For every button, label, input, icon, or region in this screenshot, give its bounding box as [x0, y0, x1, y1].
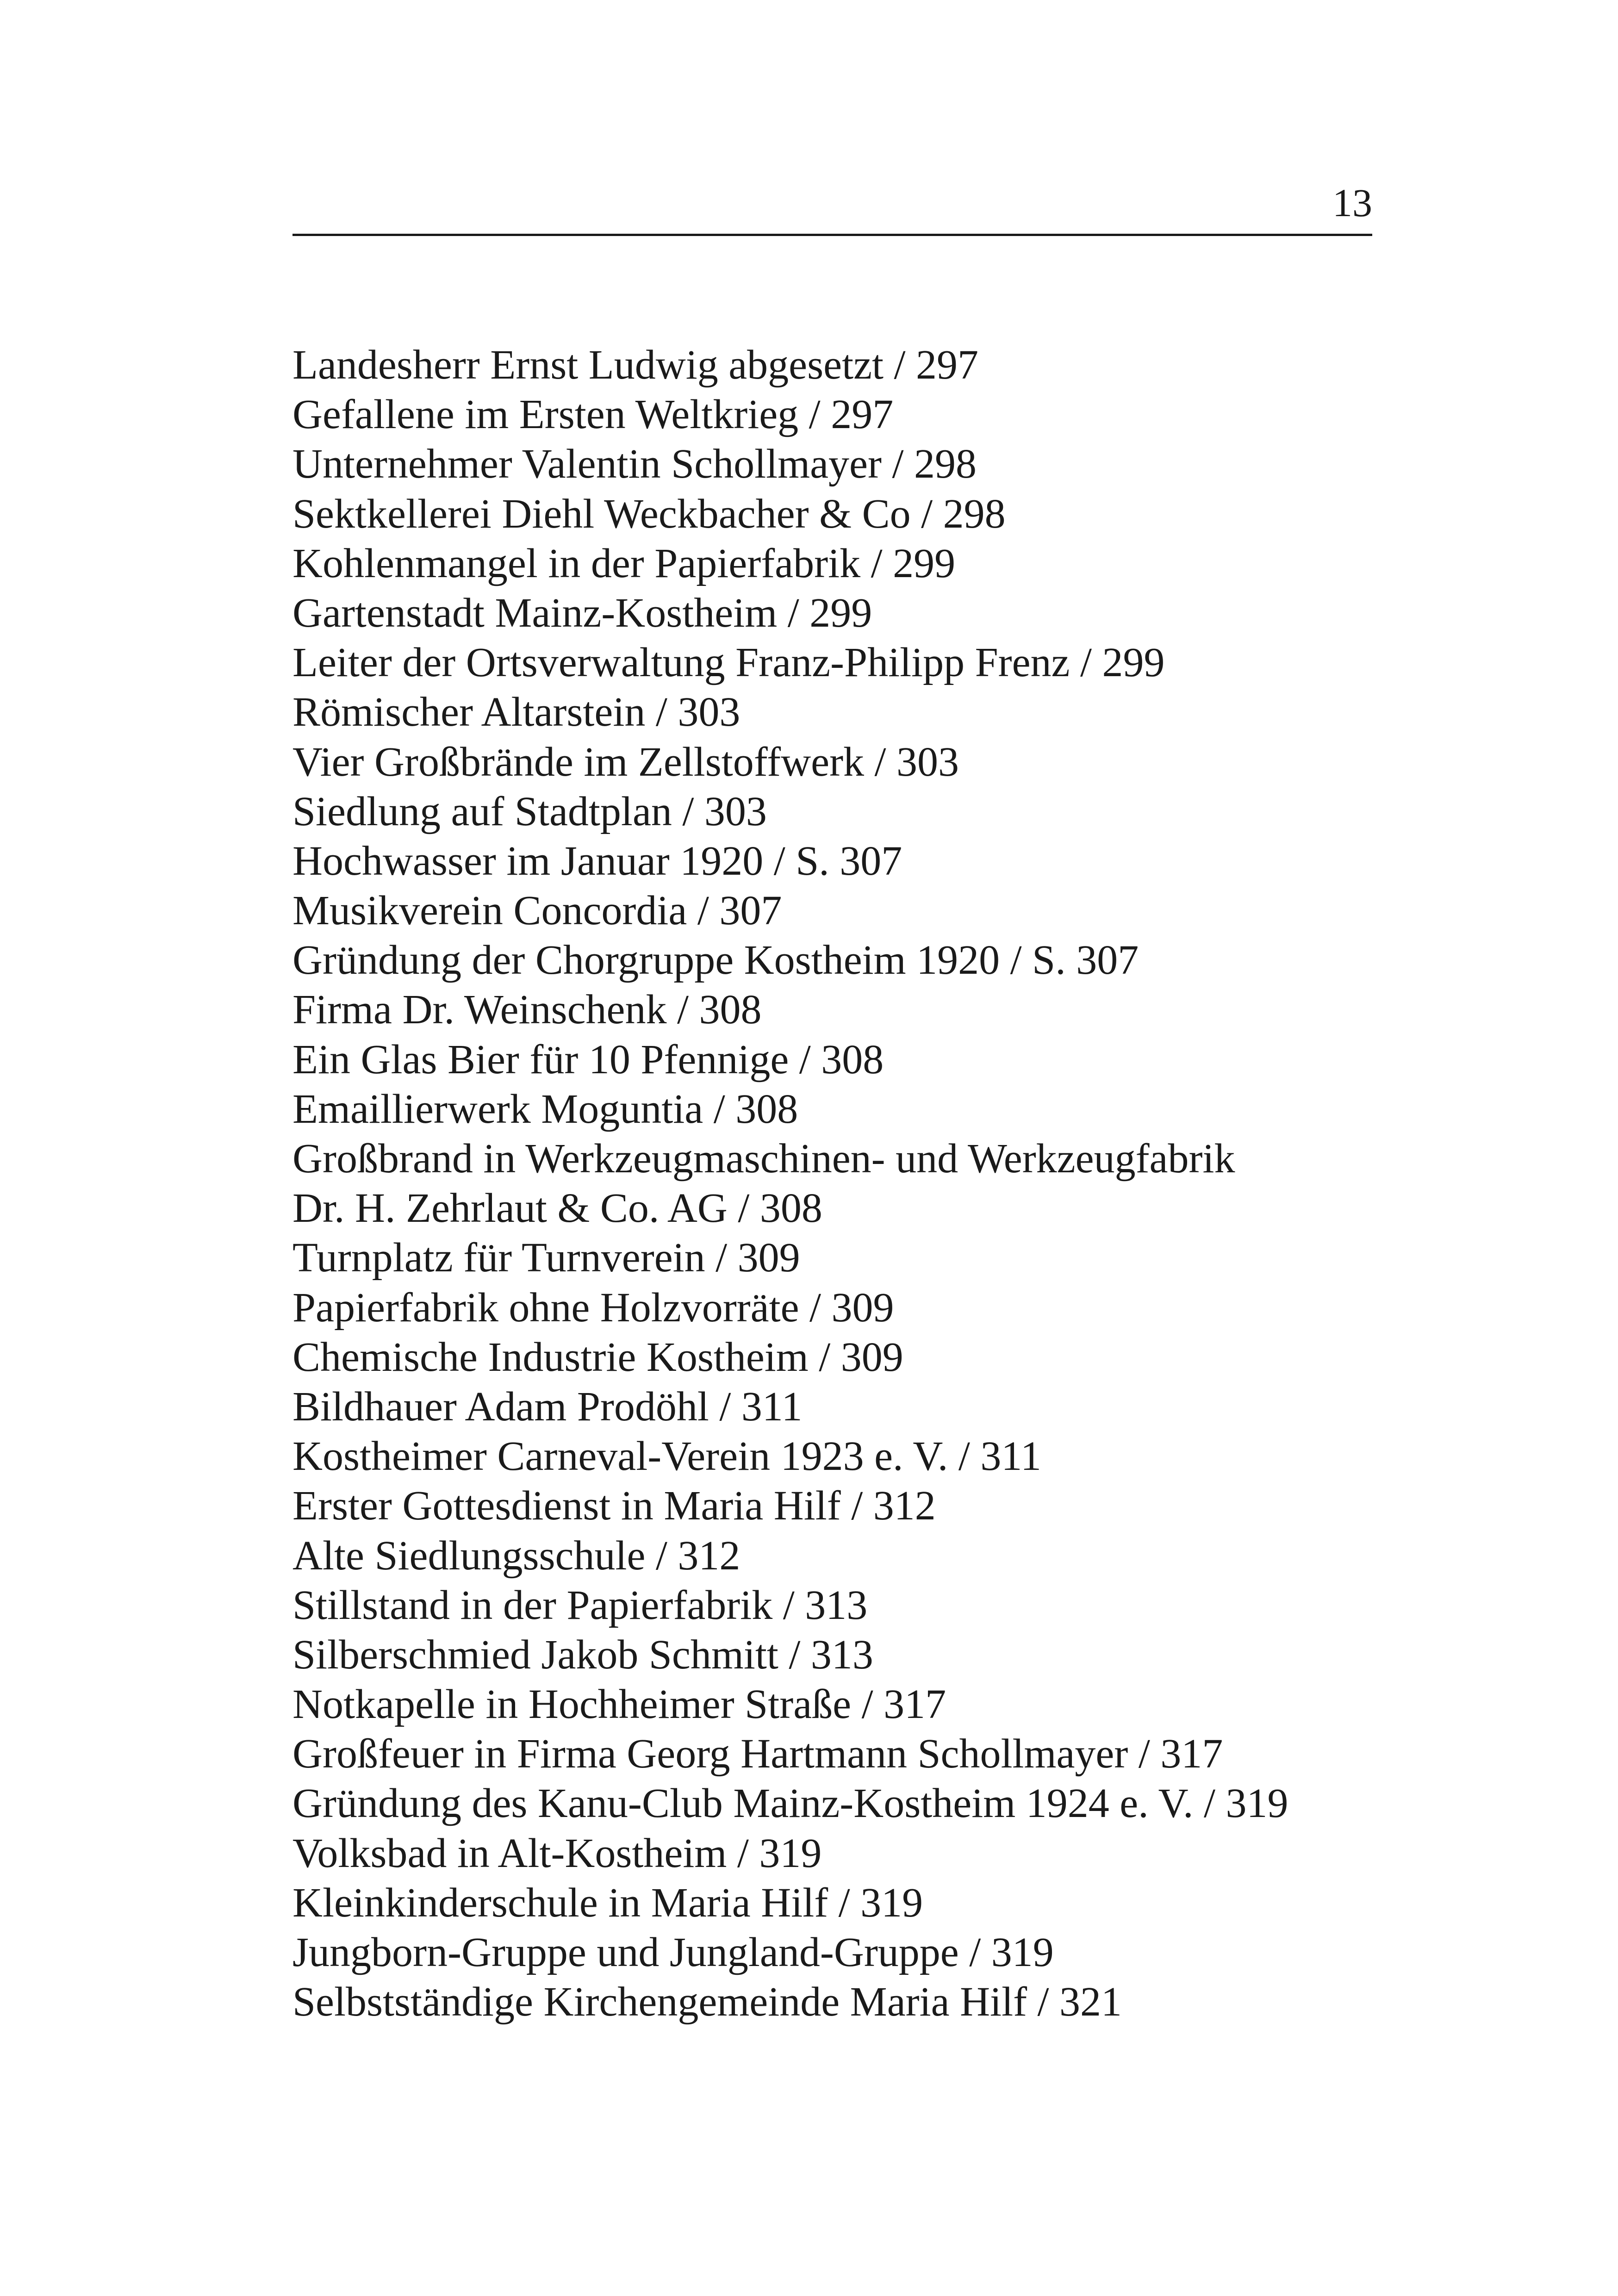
toc-entry: Landesherr Ernst Ludwig abgesetzt / 297: [292, 342, 979, 388]
toc-entry: Sektkellerei Diehl Weckbacher & Co / 298: [292, 491, 1006, 537]
toc-entry: Turnplatz für Turnverein / 309: [292, 1235, 800, 1281]
toc-entry: Siedlung auf Stadtplan / 303: [292, 788, 767, 834]
toc-entry: Kleinkinderschule in Maria Hilf / 319: [292, 1879, 923, 1926]
toc-entry: Gartenstadt Mainz-Kostheim / 299: [292, 590, 872, 636]
toc-entry: Kohlenmangel in der Papierfabrik / 299: [292, 540, 956, 586]
toc-entry: Leiter der Ortsverwaltung Franz-Philipp Frenz / 299: [292, 640, 1165, 686]
toc-entry: Selbstständige Kirchengemeinde Maria Hilf / 321: [292, 1979, 1122, 2025]
toc-entry: Großfeuer in Firma Georg Hartmann Schollmayer / 317: [292, 1731, 1223, 1777]
toc-entry: Gründung der Chorgruppe Kostheim 1920 / S. 307: [292, 937, 1139, 983]
toc-entry: Notkapelle in Hochheimer Straße / 317: [292, 1681, 946, 1728]
toc-entry: Großbrand in Werkzeugmaschinen- und Werkzeugfabrik: [292, 1136, 1235, 1182]
toc-entry: Vier Großbrände im Zellstoffwerk / 303: [292, 739, 959, 785]
toc-entry: Unternehmer Valentin Schollmayer / 298: [292, 441, 977, 487]
toc-entry: Chemische Industrie Kostheim / 309: [292, 1334, 903, 1380]
toc-entry: Kostheimer Carneval-Verein 1923 e. V. / 311: [292, 1433, 1041, 1480]
toc-entry: Firma Dr. Weinschenk / 308: [292, 987, 762, 1033]
page-number: 13: [1332, 180, 1372, 225]
toc-entry: Silberschmied Jakob Schmitt / 313: [292, 1631, 873, 1678]
toc-entry: Bildhauer Adam Prodöhl / 311: [292, 1383, 803, 1430]
toc-entry: Alte Siedlungsschule / 312: [292, 1532, 741, 1579]
toc-entry: Musikverein Concordia / 307: [292, 888, 782, 934]
toc-list: [292, 340, 1372, 2027]
toc-entry: Römischer Altarstein / 303: [292, 689, 741, 735]
toc-entry: Erster Gottesdienst in Maria Hilf / 312: [292, 1483, 936, 1529]
toc-entry: Papierfabrik ohne Holzvorräte / 309: [292, 1284, 894, 1331]
toc-entry: Stillstand in der Papierfabrik / 313: [292, 1582, 868, 1628]
toc-entry: Ein Glas Bier für 10 Pfennige / 308: [292, 1036, 884, 1083]
toc-entry: Dr. H. Zehrlaut & Co. AG / 308: [292, 1185, 822, 1232]
toc-entry: Gründung des Kanu-Club Mainz-Kostheim 1924 e. V. / 319: [292, 1780, 1288, 1827]
toc-entry: Gefallene im Ersten Weltkrieg / 297: [292, 392, 894, 438]
toc-entry: Emaillierwerk Moguntia / 308: [292, 1086, 798, 1132]
toc-entry: Jungborn-Gruppe und Jungland-Gruppe / 319: [292, 1929, 1054, 1975]
toc-entry: Hochwasser im Januar 1920 / S. 307: [292, 838, 902, 884]
header-rule: [292, 234, 1372, 236]
toc-entry: Volksbad in Alt-Kostheim / 319: [292, 1830, 822, 1876]
